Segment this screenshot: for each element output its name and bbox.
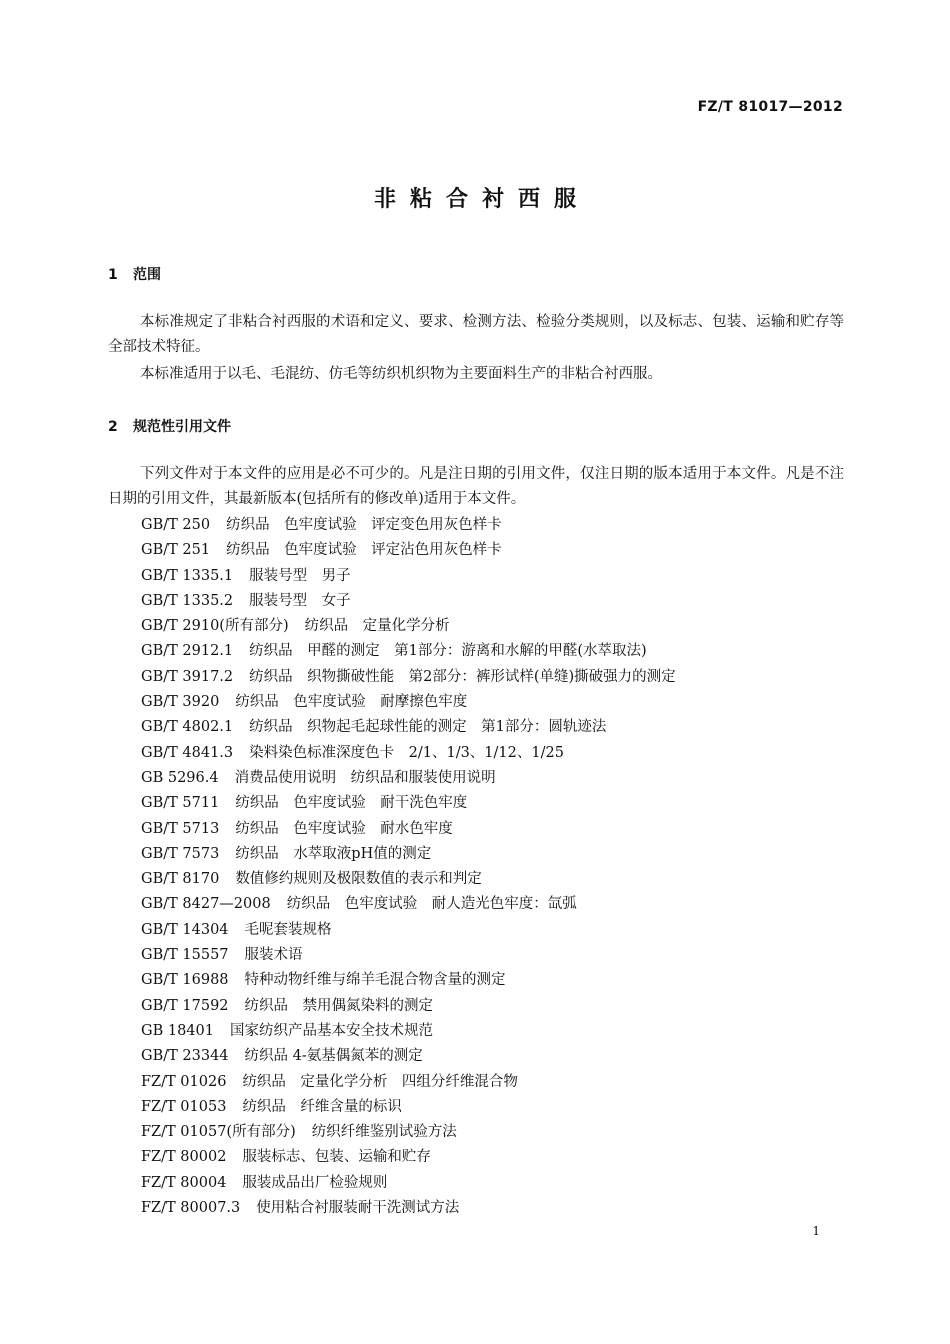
reference-item — [141, 1070, 676, 1095]
reference-code: GB/T 5713 — [141, 820, 220, 837]
reference-title: 纺织品 定量化学分析 四组分纤维混合物 — [242, 1073, 518, 1090]
section-number: 2 — [108, 419, 118, 435]
reference-item — [141, 918, 676, 943]
reference-item — [141, 791, 676, 816]
reference-title: 纺织品 色牢度试验 耐水色牢度 — [235, 820, 453, 837]
reference-code: FZ/T 80002 — [141, 1149, 227, 1166]
reference-code: GB/T 7573 — [141, 845, 220, 862]
reference-code: GB/T 1335.1 — [141, 567, 234, 584]
reference-title: 纺织品 色牢度试验 耐人造光色牢度：氙弧 — [286, 896, 577, 913]
reference-code: FZ/T 01026 — [141, 1073, 227, 1090]
reference-code: GB/T 1335.2 — [141, 592, 234, 609]
reference-item — [141, 589, 676, 614]
reference-item — [141, 741, 676, 766]
reference-code: GB 18401 — [141, 1022, 214, 1039]
reference-code: GB/T 3917.2 — [141, 668, 234, 685]
references-intro-paragraph: 下列文件对于本文件的应用是必不可少的。凡是注日期的引用文件，仅注日期的版本适用于本文件。凡是不注日期的引用文件，其最新版本(包括所有的修改单)适用于本文件。 — [108, 466, 844, 507]
reference-title: 纺织品 禁用偶氮染料的测定 — [244, 997, 434, 1014]
reference-title: 服装术语 — [244, 947, 303, 964]
reference-code: GB/T 2910(所有部分) — [141, 618, 289, 635]
reference-code: GB/T 250 — [141, 517, 211, 533]
reference-list — [141, 513, 676, 1221]
reference-code: GB/T 251 — [141, 542, 211, 559]
reference-item — [141, 614, 676, 639]
reference-item — [141, 1044, 676, 1069]
reference-code: GB/T 8427—2008 — [141, 896, 271, 913]
reference-item — [141, 892, 676, 917]
reference-code: GB/T 5711 — [141, 795, 220, 812]
reference-title: 纺织品 甲醛的测定 第1部分：游离和水解的甲醛(水萃取法) — [249, 643, 647, 660]
reference-code: GB/T 17592 — [141, 997, 229, 1014]
reference-item — [141, 1145, 676, 1170]
reference-item — [141, 665, 676, 690]
reference-item — [141, 994, 676, 1019]
reference-code: GB/T 2912.1 — [141, 643, 234, 660]
reference-title: 纺织品 色牢度试验 耐摩擦色牢度 — [235, 694, 468, 711]
reference-code: FZ/T 80007.3 — [141, 1200, 241, 1217]
reference-title: 纺织品 织物起毛起球性能的测定 第1部分：圆轨迹法 — [249, 719, 607, 736]
reference-item — [141, 1095, 676, 1120]
reference-title: 纺织品 4-氨基偶氮苯的测定 — [244, 1048, 423, 1065]
reference-title: 纺织纤维鉴别试验方法 — [311, 1124, 457, 1141]
section-heading-normative-references — [108, 416, 231, 436]
reference-code: GB/T 23344 — [141, 1048, 229, 1065]
section-heading-scope — [108, 264, 161, 284]
reference-title: 特种动物纤维与绵羊毛混合物含量的测定 — [244, 972, 506, 989]
reference-item — [141, 639, 676, 664]
reference-item — [141, 943, 676, 968]
reference-title: 纺织品 色牢度试验 评定变色用灰色样卡 — [226, 517, 502, 533]
reference-title: 毛呢套装规格 — [244, 921, 332, 938]
reference-item — [141, 1120, 676, 1145]
reference-title: 消费品使用说明 纺织品和服装使用说明 — [234, 769, 496, 786]
reference-item — [141, 1196, 676, 1221]
reference-title: 纺织品 定量化学分析 — [304, 618, 450, 635]
reference-code: GB/T 8170 — [141, 871, 220, 888]
reference-item — [141, 538, 676, 563]
reference-item — [141, 715, 676, 740]
reference-title: 服装标志、包装、运输和贮存 — [242, 1149, 431, 1166]
scope-paragraph-1: 本标准规定了非粘合衬西服的术语和定义、要求、检测方法、检验分类规则，以及标志、包装、运输和贮存等全部技术特征。 — [108, 314, 844, 355]
reference-item — [141, 1171, 676, 1196]
reference-title: 国家纺织产品基本安全技术规范 — [229, 1022, 433, 1039]
reference-code: FZ/T 01057(所有部分) — [141, 1124, 296, 1141]
reference-item — [141, 817, 676, 842]
reference-code: FZ/T 01053 — [141, 1098, 227, 1115]
reference-title: 纺织品 色牢度试验 耐干洗色牢度 — [235, 795, 468, 812]
reference-item — [141, 867, 676, 892]
section-number: 1 — [108, 267, 118, 283]
reference-item — [141, 564, 676, 589]
reference-title: 染料染色标准深度色卡 2/1、1/3、1/12、1/25 — [249, 744, 564, 761]
reference-code: GB/T 15557 — [141, 947, 229, 964]
page-number: 1 — [812, 1224, 820, 1238]
reference-title: 纺织品 纤维含量的标识 — [242, 1098, 402, 1115]
reference-code: GB/T 4841.3 — [141, 744, 234, 761]
document-title: 非粘合衬西服 — [373, 187, 590, 212]
reference-title: 使用粘合衬服装耐干洗测试方法 — [256, 1200, 460, 1217]
reference-title: 数值修约规则及极限数值的表示和判定 — [235, 871, 482, 888]
reference-item — [141, 842, 676, 867]
reference-item — [141, 690, 676, 715]
reference-title: 纺织品 色牢度试验 评定沾色用灰色样卡 — [226, 542, 502, 559]
scope-paragraph-2: 本标准适用于以毛、毛混纺、仿毛等纺织机织物为主要面料生产的非粘合衬西服。 — [140, 366, 662, 382]
reference-code: GB 5296.4 — [141, 769, 219, 786]
reference-title: 服装成品出厂检验规则 — [242, 1174, 388, 1191]
section-title: 规范性引用文件 — [133, 419, 231, 435]
reference-title: 服装号型 女子 — [249, 592, 351, 609]
reference-item — [141, 766, 676, 791]
reference-code: GB/T 14304 — [141, 921, 229, 938]
reference-item — [141, 513, 676, 538]
reference-title: 服装号型 男子 — [249, 567, 351, 584]
standard-number: FZ/T 81017—2012 — [697, 99, 843, 115]
section-title: 范围 — [133, 267, 161, 283]
reference-title: 纺织品 织物撕破性能 第2部分：裤形试样(单缝)撕破强力的测定 — [249, 668, 676, 685]
reference-code: GB/T 3920 — [141, 694, 220, 711]
reference-item — [141, 1019, 676, 1044]
reference-item — [141, 968, 676, 993]
reference-code: FZ/T 80004 — [141, 1174, 227, 1191]
reference-code: GB/T 16988 — [141, 972, 229, 989]
reference-title: 纺织品 水萃取液pH值的测定 — [235, 845, 432, 862]
reference-code: GB/T 4802.1 — [141, 719, 234, 736]
